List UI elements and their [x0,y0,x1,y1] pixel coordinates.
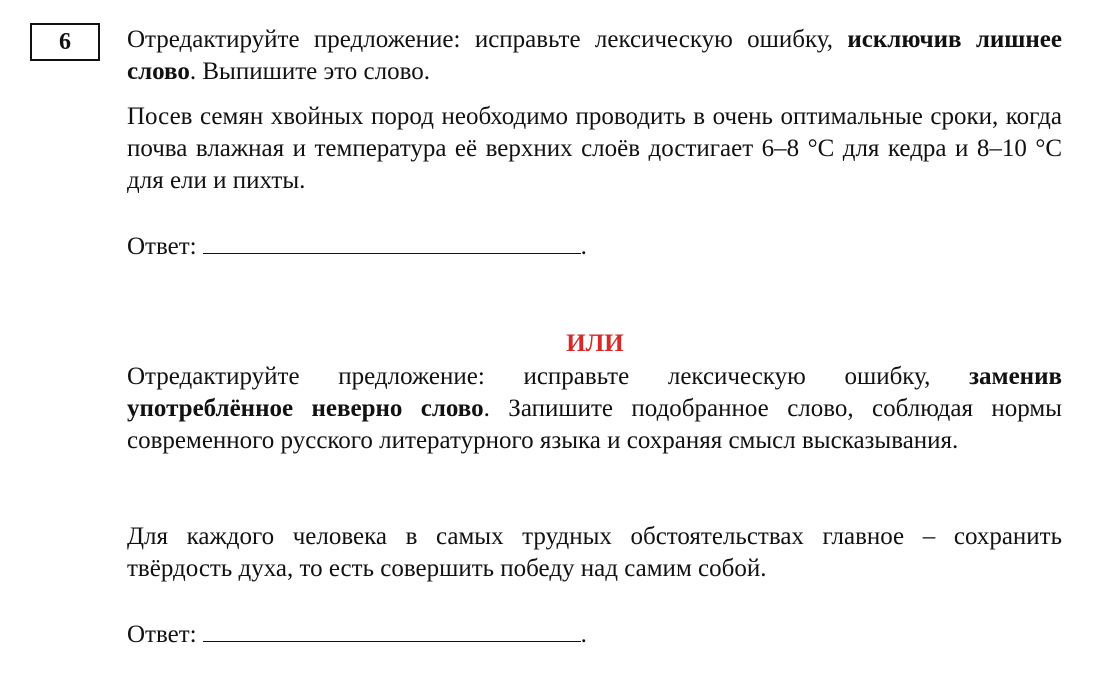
answer-label: Ответ: [127,233,197,260]
task1-prompt-text: Отредактируйте предложение: исправьте лексическую ошибку, [127,26,848,53]
answer-field[interactable] [203,619,581,642]
task2-answer [127,619,587,651]
task2-prompt-emphasis: заменив употреблённое неверно слово [127,363,1062,422]
task1-prompt-emphasis: исключив лишнее слово [127,26,1062,85]
task1-prompt [127,24,1062,88]
answer-field[interactable] [203,231,581,254]
answer-period: . [580,233,587,260]
task-number: 6 [30,23,100,61]
task2-prompt-text: Отредактируйте предложение: исправьте лексическую ошибку, [127,363,970,390]
task1-sentence: Посев семян хвойных пород необходимо проводить в очень оптимальные сроки, когда почва влажная и температура её верхних слоёв достигает 6–8 °С для кедра и 8–10 °С для ели и пихты. [127,103,1062,194]
task2-prompt-tail: . Запишите подобранное слово, соблюдая нормы современного русского литературного языка и сохраняя смысл высказывания. [127,395,1062,454]
answer-label: Ответ: [127,621,197,648]
answer-period: . [580,621,587,648]
or-label: ИЛИ [566,330,624,357]
task1-prompt-tail: . Выпишите это слово. [189,58,431,85]
task2-sentence: Для каждого человека в самых трудных обстоятельствах главное – сохранить твёрдость духа, то есть совершить победу над самим собой. [127,523,1062,582]
task2-prompt [127,361,1062,457]
task1-answer [127,231,587,263]
